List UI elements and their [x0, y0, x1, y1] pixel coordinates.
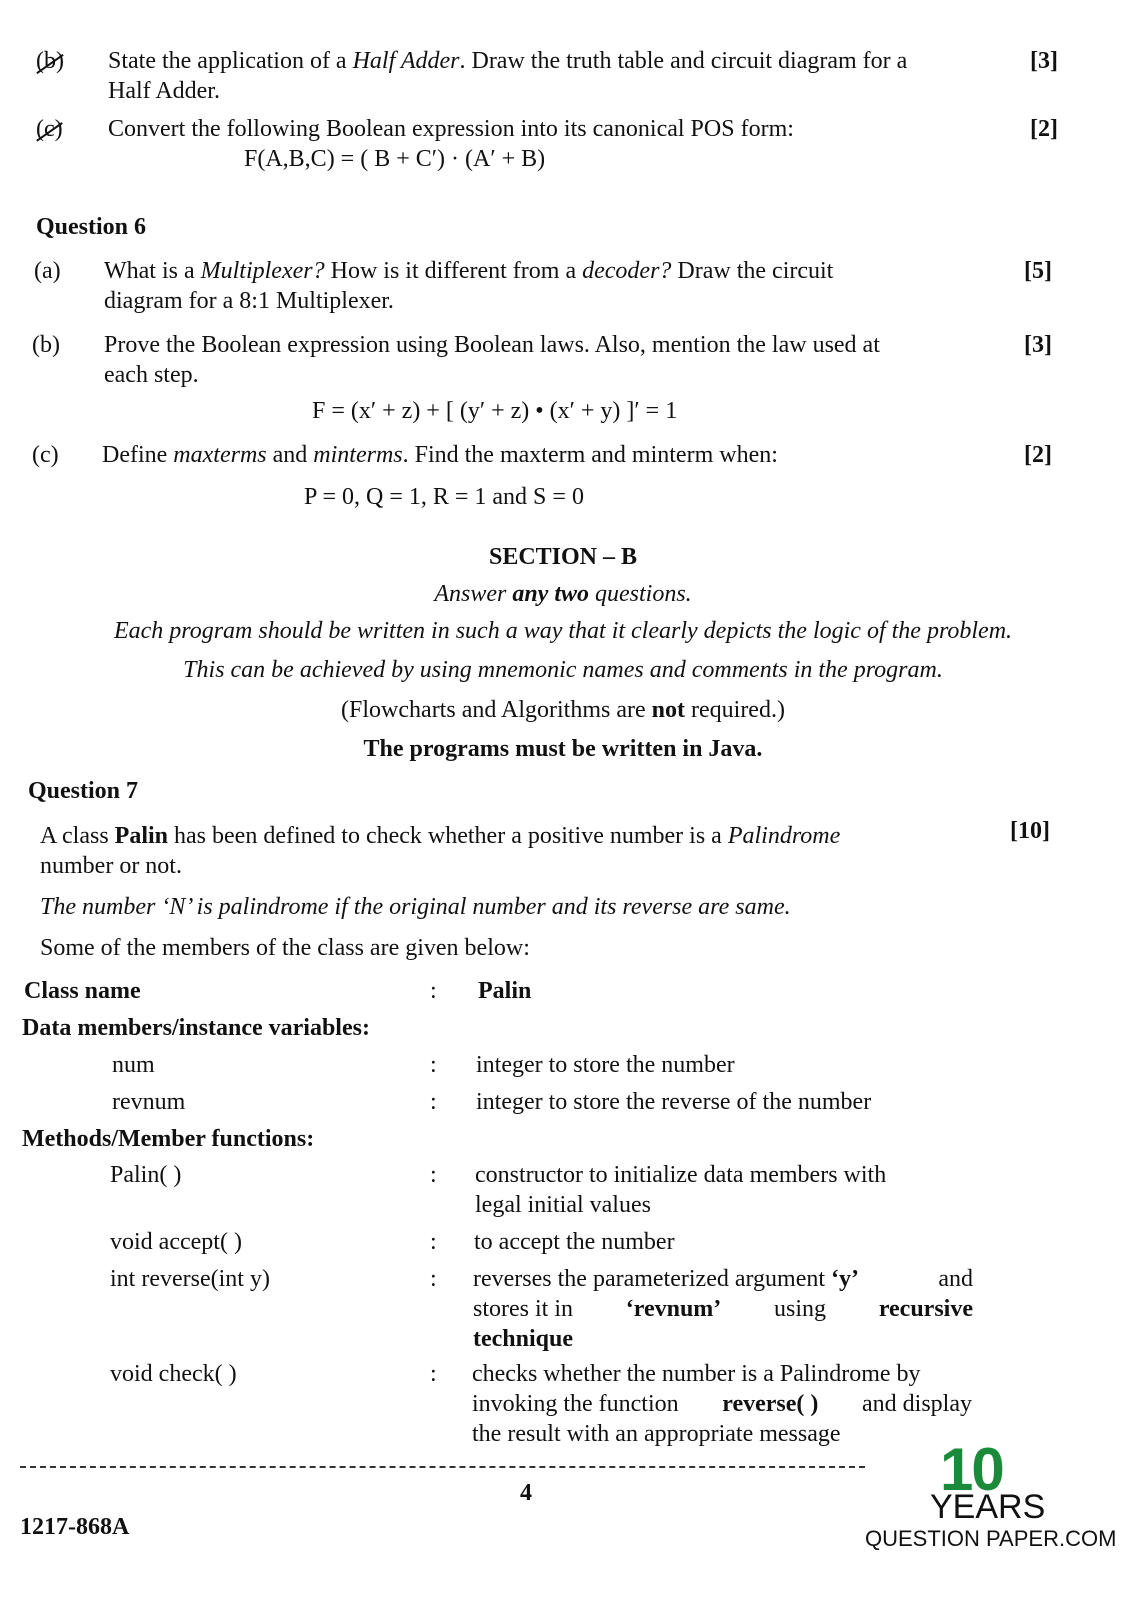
class-name-value: Palin [478, 978, 532, 1004]
q7-intro: A class Palin has been defined to check whether a positive number is a Palindrome number or not. [40, 823, 841, 879]
section-b-line4: The programs must be written in Java. [363, 736, 763, 762]
method-name: int reverse(int y) [110, 1266, 270, 1292]
section-b-line2: This can be achieved by using mnemonic names and comments in the program. [183, 657, 943, 683]
class-name-label: Class name [24, 978, 141, 1004]
q6c-expression: P = 0, Q = 1, R = 1 and S = 0 [304, 484, 584, 510]
q7-heading: Question 7 [28, 778, 139, 804]
q6b-text: Prove the Boolean expression using Boolean laws. Also, mention the law used at each step. [104, 332, 880, 388]
paper-code: 1217-868A [20, 1514, 130, 1540]
q6a-marks: [5] [1024, 258, 1052, 284]
q6-heading: Question 6 [36, 214, 147, 240]
q5c-expression: F(A,B,C) = ( B + C′) · (A′ + B) [244, 146, 546, 172]
method-desc: to accept the number [474, 1229, 675, 1255]
method-desc: constructor to initialize data members with legal initial values [475, 1162, 887, 1218]
member-desc: integer to store the number [476, 1052, 735, 1078]
page-number: 4 [520, 1480, 532, 1506]
data-members-heading: Data members/instance variables: [22, 1015, 370, 1041]
q6c-marks: [2] [1024, 442, 1052, 468]
method-desc: checks whether the number is a Palindrome by invoking the function reverse( ) and display the result with an appropriate message [472, 1361, 972, 1447]
q7-marks: [10] [1010, 818, 1050, 844]
method-desc: reverses the parameterized argument ‘y’ and stores it in ‘revnum’ using recursive technique [473, 1266, 973, 1352]
method-name: Palin( ) [110, 1162, 182, 1188]
method-colon: : [430, 1162, 437, 1188]
member-name: revnum [112, 1089, 186, 1115]
q5b-label: (b) [36, 48, 64, 74]
logo-number: 10 [940, 1436, 1003, 1503]
q5c-marks: [2] [1030, 116, 1058, 142]
q6c-label: (c) [32, 442, 59, 468]
method-colon: : [430, 1266, 437, 1292]
q5b-text: State the application of a Half Adder. Draw the truth table and circuit diagram for a Half Adder. [108, 48, 908, 104]
method-name: void check( ) [110, 1361, 237, 1387]
q5b-marks: [3] [1030, 48, 1058, 74]
q6b-label: (b) [32, 332, 60, 358]
section-b-line3: (Flowcharts and Algorithms are not required.) [341, 697, 785, 723]
q6c-text: Define maxterms and minterms. Find the maxterm and minterm when: [102, 442, 778, 468]
member-name: num [112, 1052, 155, 1078]
q5c-label: (c) [36, 116, 63, 142]
class-name-colon: : [430, 978, 437, 1004]
logo-years: YEARS [930, 1488, 1046, 1526]
section-b-instruction: Answer any two questions. [434, 581, 692, 607]
q6b-marks: [3] [1024, 332, 1052, 358]
member-colon: : [430, 1052, 437, 1078]
member-colon: : [430, 1089, 437, 1115]
section-b-line1: Each program should be written in such a way that it clearly depicts the logic of the problem. [113, 618, 1013, 644]
method-name: void accept( ) [110, 1229, 242, 1255]
footer-divider [20, 1466, 865, 1468]
q7-palindrome-definition: The number ‘N’ is palindrome if the original number and its reverse are same. [40, 894, 791, 920]
q6b-expression: F = (x′ + z) + [ (y′ + z) • (x′ + y) ]′ = 1 [312, 398, 678, 424]
member-desc: integer to store the reverse of the number [476, 1089, 872, 1115]
q7-members-intro: Some of the members of the class are given below: [40, 935, 530, 961]
method-colon: : [430, 1229, 437, 1255]
section-b-title: SECTION – B [488, 544, 638, 570]
q6a-text: What is a Multiplexer? How is it different from a decoder? Draw the circuit diagram for a 8:1 Multiplexer. [104, 258, 834, 314]
q5c-text: Convert the following Boolean expression into its canonical POS form: [108, 116, 794, 142]
q6a-label: (a) [34, 258, 61, 284]
logo-site: QUESTION PAPER.COM [865, 1526, 1117, 1551]
methods-heading: Methods/Member functions: [22, 1126, 315, 1152]
method-colon: : [430, 1361, 437, 1387]
